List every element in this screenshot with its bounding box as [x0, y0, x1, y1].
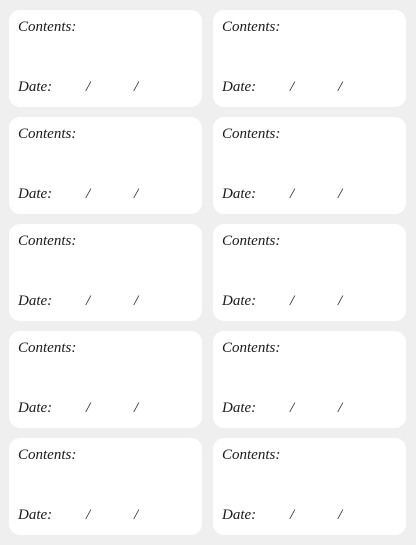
date-line	[18, 186, 188, 204]
label-card	[213, 10, 406, 107]
date-line	[222, 293, 392, 311]
date-separator: /	[338, 186, 343, 202]
contents-label: Contents:	[222, 126, 281, 142]
date-separator: /	[86, 400, 91, 416]
label-card	[213, 438, 406, 535]
date-separator: /	[134, 293, 139, 309]
date-label: Date:	[18, 79, 53, 95]
date-separator: /	[338, 507, 343, 523]
date-separator: /	[290, 507, 295, 523]
date-line	[18, 400, 188, 418]
label-card	[9, 224, 202, 321]
date-label: Date:	[222, 293, 257, 309]
contents-label: Contents:	[222, 447, 281, 463]
contents-label: Contents:	[222, 340, 281, 356]
date-label: Date:	[222, 186, 257, 202]
date-separator: /	[290, 293, 295, 309]
label-card	[9, 10, 202, 107]
label-card	[213, 224, 406, 321]
contents-label: Contents:	[18, 447, 77, 463]
label-card	[213, 117, 406, 214]
date-separator: /	[290, 400, 295, 416]
date-label: Date:	[18, 186, 53, 202]
date-separator: /	[338, 79, 343, 95]
contents-label: Contents:	[222, 19, 281, 35]
date-label: Date:	[222, 79, 257, 95]
label-card	[9, 438, 202, 535]
date-label: Date:	[18, 400, 53, 416]
date-separator: /	[338, 293, 343, 309]
date-separator: /	[290, 186, 295, 202]
label-card	[9, 331, 202, 428]
date-separator: /	[290, 79, 295, 95]
contents-label: Contents:	[18, 19, 77, 35]
contents-label: Contents:	[18, 233, 77, 249]
date-line	[222, 507, 392, 525]
date-separator: /	[134, 186, 139, 202]
contents-label: Contents:	[222, 233, 281, 249]
date-separator: /	[86, 186, 91, 202]
date-label: Date:	[222, 400, 257, 416]
label-card	[213, 331, 406, 428]
date-separator: /	[134, 507, 139, 523]
date-line	[222, 79, 392, 97]
date-separator: /	[86, 507, 91, 523]
date-line	[222, 400, 392, 418]
label-card	[9, 117, 202, 214]
date-label: Date:	[18, 507, 53, 523]
date-label: Date:	[18, 293, 53, 309]
date-separator: /	[338, 400, 343, 416]
date-label: Date:	[222, 507, 257, 523]
date-separator: /	[134, 400, 139, 416]
date-line	[18, 507, 188, 525]
date-line	[18, 293, 188, 311]
contents-label: Contents:	[18, 126, 77, 142]
date-line	[222, 186, 392, 204]
date-separator: /	[86, 79, 91, 95]
date-separator: /	[134, 79, 139, 95]
date-line	[18, 79, 188, 97]
contents-label: Contents:	[18, 340, 77, 356]
date-separator: /	[86, 293, 91, 309]
